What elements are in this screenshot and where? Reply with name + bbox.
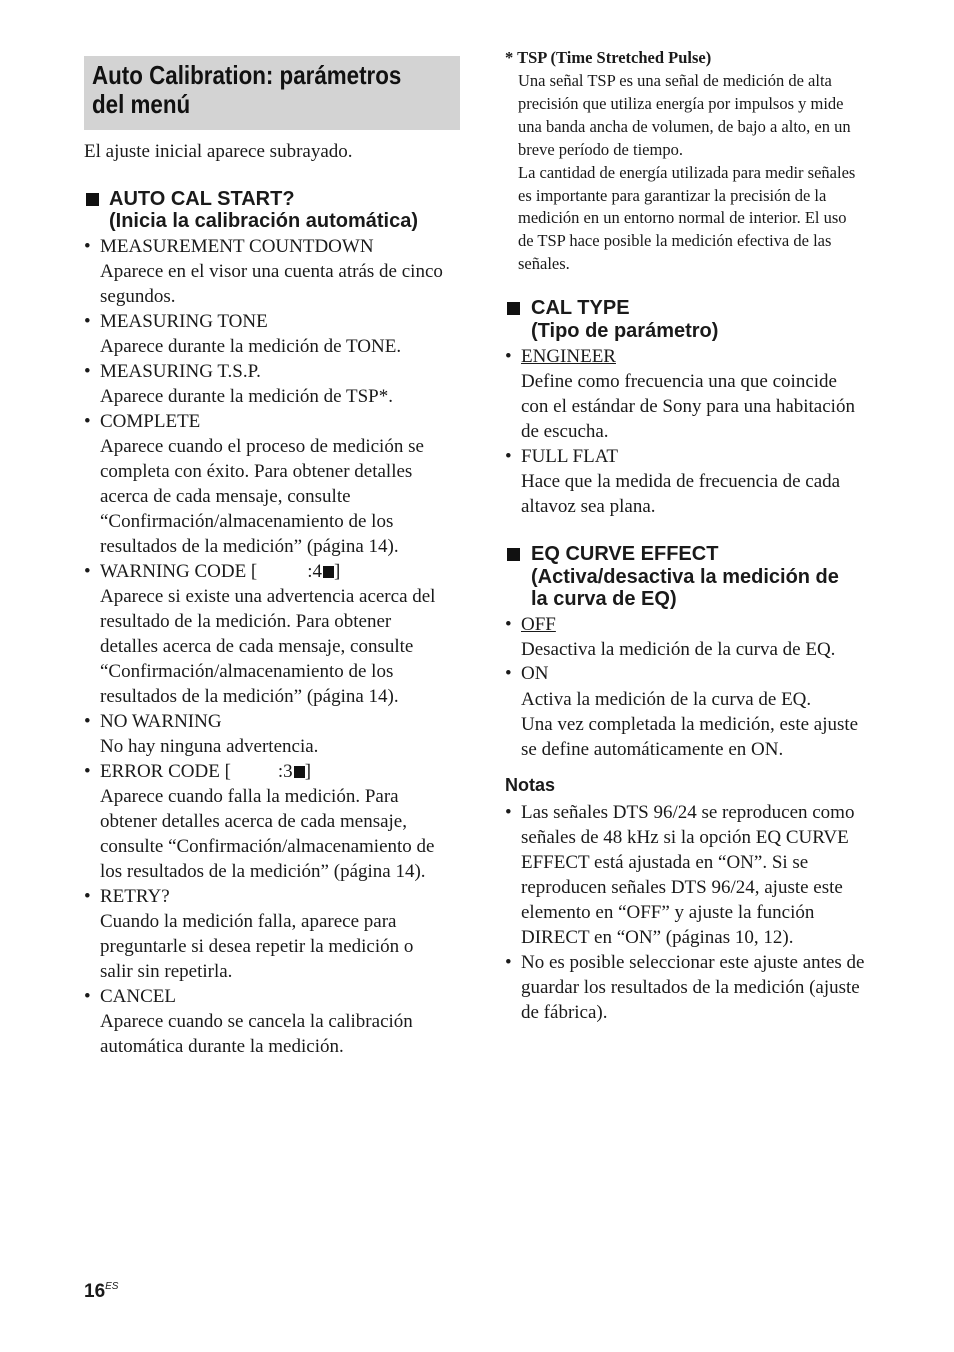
note-1-line: reproducen señales DTS 96/24, ajuste este <box>521 877 843 898</box>
option-fullflat-desc: Hace que la medida de frecuencia de cada <box>521 471 841 492</box>
autocal-heading: AUTO CAL START? <box>109 188 295 210</box>
section-marker-icon <box>507 302 520 315</box>
item-countdown-desc: Aparece en el visor una cuenta atrás de cinco <box>100 261 443 282</box>
item-retry-desc: preguntarle si desea repetir la medición o <box>100 936 414 957</box>
note-2-line: de fábrica). <box>521 1002 608 1023</box>
section-marker-icon <box>507 548 520 561</box>
bullet: • <box>84 361 91 382</box>
item-warning-desc: resultado de la medición. Para obtener <box>100 611 392 632</box>
note-1-line: elemento en “OFF” y ajuste la función <box>521 902 815 923</box>
item-error-desc: Aparece cuando falla la medición. Para <box>100 786 399 807</box>
item-warning-desc: “Confirmación/almacenamiento de los <box>100 661 394 682</box>
page-number: $16^{ES}$ <box>84 1281 119 1302</box>
item-error-desc: obtener detalles acerca de cada mensaje, <box>100 811 407 832</box>
item-complete-desc: “Confirmación/almacenamiento de los <box>100 511 394 532</box>
bullet: • <box>505 614 512 635</box>
item-error-desc: consulte “Confirmación/almacenamiento de <box>100 836 435 857</box>
item-warning-desc: Aparece si existe una advertencia acerca del <box>100 586 436 607</box>
item-complete-desc: Aparece cuando el proceso de medición se <box>100 436 424 457</box>
option-engineer-desc: de escucha. <box>521 421 609 442</box>
item-complete-desc: completa con éxito. Para obtener detalles <box>100 461 413 482</box>
item-countdown-desc: segundos. <box>100 286 176 307</box>
footnote-line: Una señal TSP es una señal de medición de alta <box>518 71 832 90</box>
bullet: • <box>84 411 91 432</box>
item-nowarning-desc: No hay ninguna advertencia. <box>100 736 319 757</box>
note-2-line: guardar los resultados de la medición (ajuste <box>521 977 860 998</box>
item-tsp-desc: Aparece durante la medición de TSP*. <box>100 386 393 407</box>
item-cancel-desc: Aparece cuando se cancela la calibración <box>100 1011 413 1032</box>
bullet: • <box>505 346 512 367</box>
item-tone-desc: Aparece durante la medición de TONE. <box>100 336 402 357</box>
footnote-line: breve período de tiempo. <box>518 140 683 159</box>
item-retry-desc: Cuando la medición falla, aparece para <box>100 911 397 932</box>
block-glyph-icon <box>323 566 334 578</box>
footnote-line: La cantidad de energía utilizada para medir señales <box>518 163 856 182</box>
item-cancel-desc: automática durante la medición. <box>100 1036 344 1057</box>
bullet: • <box>505 952 512 973</box>
item-retry-desc: salir sin repetirla. <box>100 961 233 982</box>
autocal-subheading: (Inicia la calibración automática) <box>109 210 418 232</box>
note-2-line: No es posible seleccionar este ajuste antes de <box>521 952 865 973</box>
option-on-desc: se define automáticamente en ON. <box>521 739 784 760</box>
block-glyph-icon <box>294 766 305 778</box>
option-off-label: OFF <box>521 614 556 635</box>
item-retry-label: RETRY? <box>100 886 170 907</box>
bullet: • <box>84 986 91 1007</box>
item-warning-desc: resultados de la medición” (página 14). <box>100 686 399 707</box>
option-engineer-desc: con el estándar de Sony para una habitación <box>521 396 855 417</box>
item-nowarning-label: NO WARNING <box>100 711 222 732</box>
bullet: • <box>84 711 91 732</box>
item-error-label: ERROR CODE [ :3 ] <box>100 761 312 782</box>
item-countdown-label: MEASUREMENT COUNTDOWN <box>100 236 374 257</box>
bullet: • <box>84 561 91 582</box>
option-fullflat-desc: altavoz sea plana. <box>521 496 656 517</box>
item-tone-label: MEASURING TONE <box>100 311 268 332</box>
option-engineer-desc: Define como frecuencia una que coincide <box>521 371 837 392</box>
bullet: • <box>505 802 512 823</box>
option-engineer-label: ENGINEER <box>521 346 616 367</box>
eqcurve-subheading: (Activa/desactiva la medición de <box>531 566 839 588</box>
bullet: • <box>84 886 91 907</box>
option-off-desc: Desactiva la medición de la curva de EQ. <box>521 639 836 660</box>
item-tsp-label: MEASURING T.S.P. <box>100 361 261 382</box>
note-1-line: Las señales DTS 96/24 se reproducen como <box>521 802 855 823</box>
option-on-desc: Una vez completada la medición, este ajuste <box>521 714 859 735</box>
option-fullflat-label: FULL FLAT <box>521 446 618 467</box>
item-error-desc: los resultados de la medición” (página 14). <box>100 861 426 882</box>
footnote-line: precisión que utiliza energía por impulsos y mide <box>518 94 844 113</box>
footnote-line: señales. <box>518 254 570 273</box>
note-1-line: DIRECT en “ON” (páginas 10, 12). <box>521 927 794 948</box>
caltype-heading: CAL TYPE <box>531 297 630 319</box>
note-1-line: EFFECT está ajustada en “ON”. Si se <box>521 852 809 873</box>
eqcurve-heading: EQ CURVE EFFECT <box>531 543 719 565</box>
option-on-label: ON <box>521 663 549 684</box>
item-cancel-label: CANCEL <box>100 986 176 1007</box>
bullet: • <box>505 446 512 467</box>
caltype-subheading: (Tipo de parámetro) <box>531 320 719 342</box>
footnote-title: * TSP (Time Stretched Pulse) <box>505 48 712 67</box>
bullet: • <box>84 761 91 782</box>
section-marker-icon <box>86 193 99 206</box>
notes-heading: Notas <box>505 775 556 795</box>
item-complete-desc: acerca de cada mensaje, consulte <box>100 486 351 507</box>
page-title: Auto Calibration: parámetros del menú <box>92 60 402 119</box>
item-warning-desc: detalles acerca de cada mensaje, consulte <box>100 636 414 657</box>
item-complete-label: COMPLETE <box>100 411 201 432</box>
footnote-line: es importante para garantizar la precisión de la <box>518 186 827 205</box>
intro-text: El ajuste inicial aparece subrayado. <box>84 141 353 162</box>
item-warning-label: WARNING CODE [ :4 ] <box>100 561 341 582</box>
language-code: ES <box>105 1281 119 1292</box>
bullet: • <box>84 236 91 257</box>
footnote-line: de TSP hace posible la medición efectiva de las <box>518 231 832 250</box>
bullet: • <box>84 311 91 332</box>
note-1-line: señales de 48 kHz si la opción EQ CURVE <box>521 827 849 848</box>
item-complete-desc: resultados de la medición” (página 14). <box>100 536 399 557</box>
footnote-line: una banda ancha de volumen, de bajo a alto, en un <box>518 117 851 136</box>
eqcurve-subheading: la curva de EQ) <box>531 588 677 610</box>
option-on-desc: Activa la medición de la curva de EQ. <box>521 689 812 710</box>
section-title-box <box>84 56 460 130</box>
footnote-line: medición en un entorno normal de interior. El uso <box>518 208 847 227</box>
bullet: • <box>505 663 512 684</box>
